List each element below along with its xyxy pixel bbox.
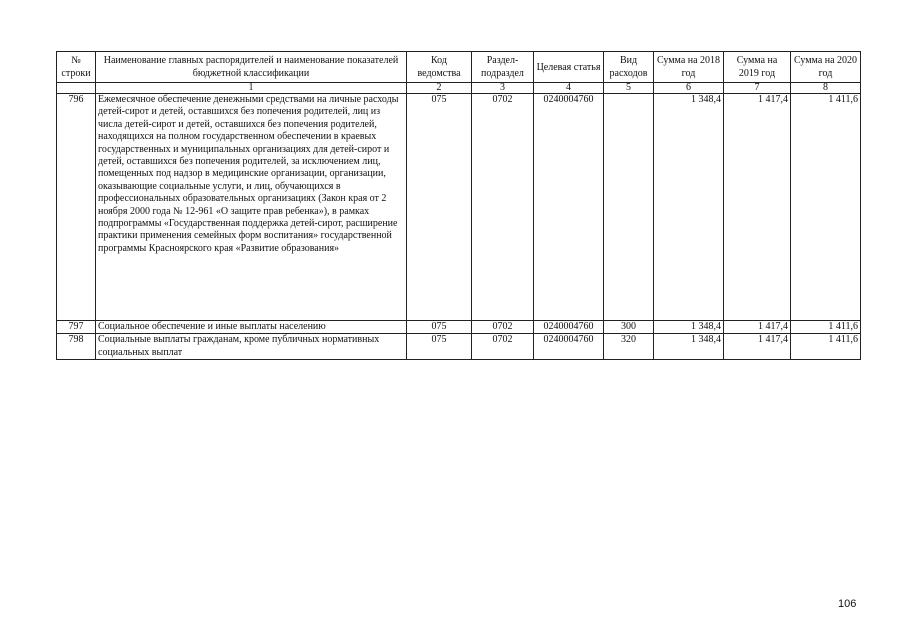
row-target-item: 0240004760	[534, 94, 604, 321]
row-name: Социальное обеспечение и иные выплаты населению	[96, 321, 407, 334]
row-expense-type	[604, 94, 654, 321]
row-target-item: 0240004760	[534, 334, 604, 360]
row-dept-code: 075	[407, 321, 472, 334]
row-sum-2018: 1 348,4	[654, 334, 724, 360]
row-sum-2019: 1 417,4	[724, 334, 791, 360]
header-name: Наименование главных распорядителей и наименование показателей бюджетной классификации	[96, 52, 407, 83]
row-sum-2019: 1 417,4	[724, 321, 791, 334]
header-section: Раздел-подраздел	[472, 52, 534, 83]
column-number-row	[57, 83, 861, 94]
row-dept-code: 075	[407, 334, 472, 360]
header-sum-2020: Сумма на 2020 год	[791, 52, 861, 83]
column-number: 2	[407, 83, 472, 94]
header-expense-type: Вид расходов	[604, 52, 654, 83]
header-dept-code: Код ведомства	[407, 52, 472, 83]
row-number: 796	[57, 94, 96, 321]
header-row-number: № строки	[57, 52, 96, 83]
row-target-item: 0240004760	[534, 321, 604, 334]
column-number: 3	[472, 83, 534, 94]
row-section: 0702	[472, 321, 534, 334]
column-number: 8	[791, 83, 861, 94]
budget-table	[56, 51, 861, 360]
column-number: 4	[534, 83, 604, 94]
row-expense-type: 300	[604, 321, 654, 334]
table-row	[57, 334, 861, 360]
row-name: Ежемесячное обеспечение денежными средствами на личные расходы детей-сирот и детей, оставшихся без попечения родителей, лиц из числа детей-сирот и детей, оставшихся без попечения родителей, находящихся на полном государственном обеспечении в краевых государственных и муниципальных организациях для детей-сирот и детей, оставшихся без попечения родителей, за исключением лиц, помещенных под надзор в медицинские организации, организации, оказывающие социальные услуги, и лиц, обучающихся в профессиональных образовательных организациях (Закон края от 2 ноября 2000 года № 12-961 «О защите прав ребенка»), в рамках подпрограммы «Государственная поддержка детей-сирот, расширение практики применения семейных форм воспитания» государственной программы Красноярского края «Развитие образования»	[96, 94, 407, 321]
row-dept-code: 075	[407, 94, 472, 321]
row-section: 0702	[472, 334, 534, 360]
row-expense-type: 320	[604, 334, 654, 360]
row-sum-2020: 1 411,6	[791, 94, 861, 321]
row-sum-2020: 1 411,6	[791, 334, 861, 360]
row-sum-2018: 1 348,4	[654, 321, 724, 334]
header-row	[57, 52, 861, 83]
table-row	[57, 321, 861, 334]
header-sum-2019: Сумма на 2019 год	[724, 52, 791, 83]
column-number	[57, 83, 96, 94]
header-sum-2018: Сумма на 2018 год	[654, 52, 724, 83]
row-name: Социальные выплаты гражданам, кроме публичных нормативных социальных выплат	[96, 334, 407, 360]
column-number: 7	[724, 83, 791, 94]
row-section: 0702	[472, 94, 534, 321]
row-number: 797	[57, 321, 96, 334]
row-number: 798	[57, 334, 96, 360]
table-row	[57, 94, 861, 321]
row-sum-2020: 1 411,6	[791, 321, 861, 334]
column-number: 1	[96, 83, 407, 94]
column-number: 5	[604, 83, 654, 94]
page-number: 106	[838, 598, 857, 610]
column-number: 6	[654, 83, 724, 94]
row-sum-2018: 1 348,4	[654, 94, 724, 321]
row-sum-2019: 1 417,4	[724, 94, 791, 321]
header-target-item: Целевая статья	[534, 52, 604, 83]
